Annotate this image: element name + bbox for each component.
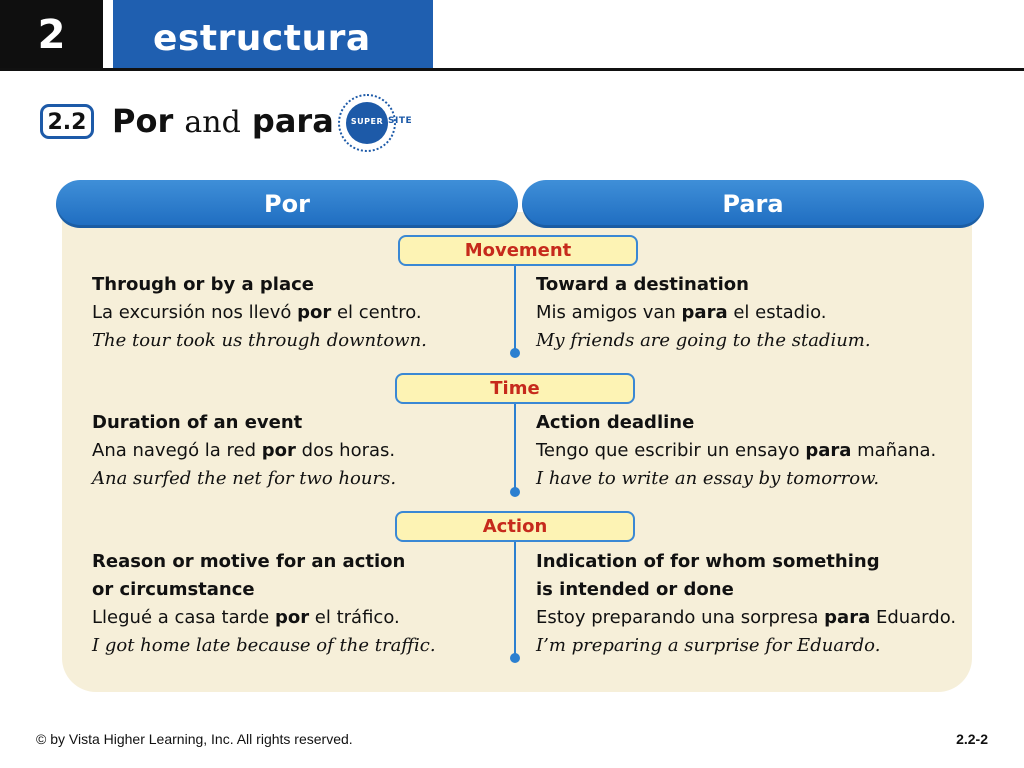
english-translation: I got home late because of the traffic. bbox=[92, 635, 436, 656]
usage-heading: Action deadline bbox=[536, 412, 695, 433]
section-number-badge bbox=[40, 104, 94, 139]
section-title-part1: Por bbox=[112, 102, 185, 140]
spanish-example: Mis amigos van para el estadio. bbox=[536, 302, 827, 323]
usage-heading-cont: or circumstance bbox=[92, 579, 255, 600]
section-title bbox=[112, 102, 334, 140]
category-movement bbox=[398, 235, 638, 266]
por-movement-cell bbox=[92, 271, 512, 355]
chapter-number: 2 bbox=[37, 12, 66, 58]
usage-heading: Through or by a place bbox=[92, 274, 315, 295]
supersite-badge bbox=[346, 102, 388, 144]
para-time-cell bbox=[536, 409, 966, 493]
category-label: Movement bbox=[464, 240, 572, 261]
category-label: Action bbox=[482, 516, 548, 537]
chapter-number-block bbox=[0, 0, 103, 70]
usage-heading: Indication of for whom something bbox=[536, 551, 880, 572]
divider-line bbox=[514, 404, 516, 490]
spanish-example: La excursión nos llevó por el centro. bbox=[92, 302, 422, 323]
usage-heading: Toward a destination bbox=[536, 274, 749, 295]
english-translation: The tour took us through downtown. bbox=[92, 330, 427, 351]
header-rule bbox=[0, 68, 1024, 71]
divider-line bbox=[514, 266, 516, 352]
por-time-cell bbox=[92, 409, 512, 493]
page-number: 2.2-2 bbox=[956, 731, 988, 747]
copyright-text: © by Vista Higher Learning, Inc. All rights reserved. bbox=[36, 731, 353, 747]
chapter-title: estructura bbox=[153, 18, 371, 59]
supersite-site-text: SITE bbox=[388, 116, 413, 126]
column-header-por-label: Por bbox=[264, 190, 310, 218]
column-header-por bbox=[56, 180, 518, 228]
supersite-badge-text: SUPER bbox=[350, 117, 384, 126]
section-title-part2: para bbox=[240, 102, 334, 140]
usage-heading: Reason or motive for an action bbox=[92, 551, 406, 572]
spanish-example: Ana navegó la red por dos horas. bbox=[92, 440, 396, 461]
para-action-cell bbox=[536, 548, 966, 660]
english-translation: My friends are going to the stadium. bbox=[536, 330, 871, 351]
category-label: Time bbox=[490, 378, 540, 399]
column-header-para-label: Para bbox=[722, 190, 784, 218]
column-header-para bbox=[522, 180, 984, 228]
por-action-cell bbox=[92, 548, 512, 660]
usage-heading: Duration of an event bbox=[92, 412, 303, 433]
category-action bbox=[395, 511, 635, 542]
spanish-example: Estoy preparando una sorpresa para Eduardo. bbox=[536, 607, 957, 628]
para-movement-cell bbox=[536, 271, 956, 355]
chapter-title-block bbox=[113, 0, 433, 70]
english-translation: I have to write an essay by tomorrow. bbox=[536, 468, 880, 489]
usage-heading-cont: is intended or done bbox=[536, 579, 734, 600]
english-translation: I’m preparing a surprise for Eduardo. bbox=[536, 635, 881, 656]
section-number: 2.2 bbox=[47, 110, 87, 135]
spanish-example: Llegué a casa tarde por el tráfico. bbox=[92, 607, 400, 628]
category-time bbox=[395, 373, 635, 404]
divider-line bbox=[514, 542, 516, 656]
spanish-example: Tengo que escribir un ensayo para mañana. bbox=[536, 440, 937, 461]
english-translation: Ana surfed the net for two hours. bbox=[92, 468, 397, 489]
section-title-and: and bbox=[184, 105, 241, 140]
